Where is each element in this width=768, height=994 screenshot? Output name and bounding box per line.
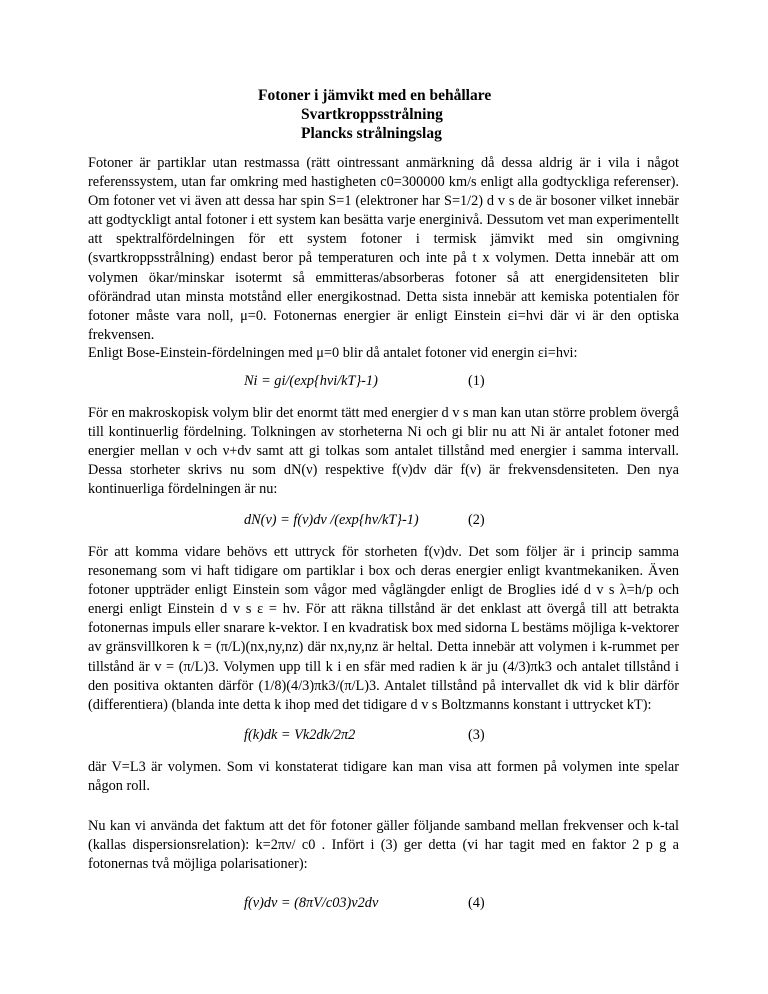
document-title: [258, 86, 491, 143]
paragraph-2: Enligt Bose-Einstein-fördelningen med μ=0 blir då antalet fotoner vid energin εi=hνi:: [88, 345, 578, 361]
equation-2-number: (2): [468, 512, 485, 528]
equation-2: dN(ν) = f(ν)dν /(exp{hν/kT}-1): [244, 512, 419, 528]
title-line-3: Plancks strålningslag: [301, 125, 442, 142]
paragraph-3: För en makroskopisk volym blir det enormt tätt med energier d v s man kan utan större problem övergå till kontinuerlig fördelning. Tolkningen av storheterna Ni och gi blir nu att Ni är antalet fotoner med energier mellan ν och ν+dν samt att gi tolkas som antalet tillstånd med energier i samma intervall. Dessa storheter skrivs nu som dN(ν) respektive f(ν)dν där f(ν) är frekvensdensiteten. Den nya kontinuerliga fördelningen är nu:: [88, 405, 679, 498]
equation-3: f(k)dk = Vk2dk/2π2: [244, 727, 356, 743]
title-line-2: Svartkroppsstrålning: [301, 106, 443, 123]
equation-4: f(ν)dν = (8πV/c03)ν2dν: [244, 895, 379, 911]
paragraph-5: där V=L3 är volymen. Som vi konstaterat tidigare kan man visa att formen på volymen inte spelar någon roll.: [88, 759, 679, 795]
paragraph-6: Nu kan vi använda det faktum att det för fotoner gäller följande samband mellan frekvenser och k-tal (kallas dispersionsrelation): k=2πν/ c0 . Infört i (3) ger detta (vi har tagit med en faktor 2 p g a fotonernas två möjliga polarisationer):: [88, 818, 679, 873]
equation-3-number: (3): [468, 727, 485, 743]
equation-1: Ni = gi/(exp{hνi/kT}-1): [244, 373, 378, 389]
equation-4-number: (4): [468, 895, 485, 911]
paragraph-4: För att komma vidare behövs ett uttryck för storheten f(ν)dν. Det som följer är i princip samma resonemang som vi haft tidigare om partiklar i box och deras energier enligt kvantmekaniken. Även fotoner uppträder enligt Einstein som vågor med våglängder enligt de Broglies idé d v s λ=h/p och energi enligt Einstein d v s ε = hν. För att räkna tillstånd är det enklast att övergå till att betrakta fotonernas impuls eller snarare k-vektor. I en kvadratisk box med sidorna L bestäms möjliga k-vektorer av gränsvillkoren k = (π/L)(nx,ny,nz) där nx,ny,nz är heltal. Detta innebär att volymen i k-rummet per tillstånd är v = (π/L)3. Volymen upp till k i en sfär med radien k är ju (4/3)πk3 och antalet tillstånd i den positiva oktanten därför (1/8)(4/3)πk3/(π/L)3. Antalet tillstånd på intervallet dk vid k blir därför (differentiera) (blanda inte detta k ihop med det tidigare d v s Boltzmanns konstant i uttrycket kT):: [88, 544, 679, 713]
paragraph-1: Fotoner är partiklar utan restmassa (rätt ointressant anmärkning då dessa aldrig är i vila i något referenssystem, utan far omkring med hastigheten c0=300000 km/s enligt alla godtyckliga referenser). Om fotoner vet vi även att dessa har spin S=1 (elektroner har S=1/2) d v s de är bosoner vilket innebär att godtyckligt antal fotoner i ett system kan besätta varje energinivå. Dessutom vet man experimentellt att spektralfördelningen för ett system fotoner i termisk jämvikt med sin omgivning (svartkroppsstrålning) endast beror på temperaturen och inte på t x volymen. Detta innebär att om volymen ökar/minskar isotermt så emmitteras/absorberas fotoner så att energidensiteten blir oförändrad utan minsta motstånd eller energikostnad. Detta sista innebär att kemiska potentialen för fotoner måste vara noll, μ=0. Fotonernas energier är enligt Einstein εi=hνi där νi är den optiska frekvensen.: [88, 155, 679, 343]
title-line-1: Fotoner i jämvikt med en behållare: [258, 87, 492, 104]
equation-1-number: (1): [468, 373, 485, 389]
